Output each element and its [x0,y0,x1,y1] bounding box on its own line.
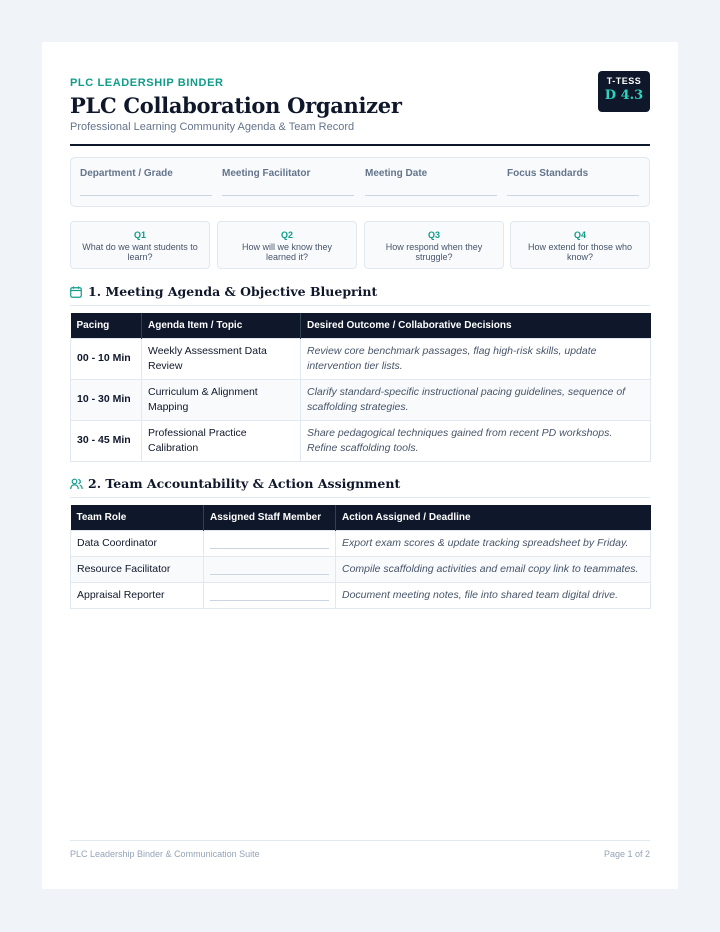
question-number: Q3 [427,230,440,240]
column-header: Assigned Staff Member [204,505,336,530]
page-footer [70,840,650,859]
meeting-info-panel [70,157,650,207]
question-number: Q2 [280,230,293,240]
badge-label: T-TESS [606,76,642,86]
outcome-cell: Clarify standard-specific instructional pacing guidelines, sequence of scaffolding strategies. [301,379,651,420]
question-text: What do we want students to learn? [82,242,198,262]
agenda-item-cell: Professional Practice Calibration [142,420,301,461]
field-input-line[interactable] [507,195,639,196]
pacing-cell: 00 - 10 Min [71,338,142,379]
department-grade-field[interactable] [80,168,212,196]
action-cell: Document meeting notes, file into shared team digital drive. [336,582,651,608]
column-header: Pacing [71,313,142,338]
table-row [71,420,651,461]
agenda-item-cell: Curriculum & Alignment Mapping [142,379,301,420]
agenda-item-cell: Weekly Assessment Data Review [142,338,301,379]
outcome-cell: Share pedagogical techniques gained from recent PD workshops. Refine scaffolding tools. [301,420,651,461]
field-input-line[interactable] [222,195,354,196]
staff-input-line[interactable] [210,548,329,549]
meeting-date-field[interactable] [365,168,497,196]
question-text: How respond when they struggle? [385,242,483,262]
table-row [71,338,651,379]
table-row [71,530,651,556]
meeting-facilitator-field[interactable] [222,168,354,196]
question-text: How extend for those who know? [527,242,633,262]
outcome-cell: Review core benchmark passages, flag high-risk skills, update intervention tier lists. [301,338,651,379]
page-number: Page 1 of 2 [603,849,650,859]
focus-standards-field[interactable] [507,168,639,196]
field-label: Meeting Facilitator [222,168,311,179]
question-text: How will we know they learned it? [241,242,333,262]
section-agenda-header [70,284,650,306]
section-title: 1. Meeting Agenda & Objective Blueprint [88,284,378,299]
binder-eyebrow: PLC LEADERSHIP BINDER [70,77,224,89]
team-role-cell: Resource Facilitator [71,556,204,582]
field-label: Department / Grade [80,168,173,179]
staff-member-cell[interactable] [204,530,336,556]
page-subtitle: Professional Learning Community Agenda & Team Record [70,121,355,133]
field-input-line[interactable] [80,195,212,196]
ttess-badge [598,71,650,112]
column-header: Action Assigned / Deadline [336,505,651,530]
team-role-cell: Data Coordinator [71,530,204,556]
section-team-header [70,476,650,498]
question-card-q4 [510,221,650,269]
page-title: PLC Collaboration Organizer [70,93,402,118]
table-header-row [71,505,651,530]
column-header: Desired Outcome / Collaborative Decisions [301,313,651,338]
team-role-cell: Appraisal Reporter [71,582,204,608]
question-card-q3 [364,221,504,269]
field-input-line[interactable] [365,195,497,196]
question-card-q1 [70,221,210,269]
question-number: Q1 [133,230,146,240]
staff-input-line[interactable] [210,600,329,601]
staff-member-cell[interactable] [204,556,336,582]
users-icon [70,478,83,490]
footer-suite-name: PLC Leadership Binder & Communication Suite [70,849,260,859]
badge-code: D 4.3 [604,88,644,103]
pacing-cell: 30 - 45 Min [71,420,142,461]
field-label: Meeting Date [365,168,428,179]
header-rule [70,144,650,146]
table-header-row [71,313,651,338]
staff-member-cell[interactable] [204,582,336,608]
table-row [71,379,651,420]
calendar-icon [70,286,82,298]
staff-input-line[interactable] [210,574,329,575]
question-number: Q4 [573,230,586,240]
team-accountability-table [70,505,651,609]
column-header: Agenda Item / Topic [142,313,301,338]
table-row [71,582,651,608]
column-header: Team Role [71,505,204,530]
field-label: Focus Standards [507,168,589,179]
question-card-q2 [217,221,357,269]
pacing-cell: 10 - 30 Min [71,379,142,420]
table-row [71,556,651,582]
document-page [42,42,678,889]
section-title: 2. Team Accountability & Action Assignment [88,476,401,491]
action-cell: Export exam scores & update tracking spreadsheet by Friday. [336,530,651,556]
agenda-table [70,313,651,462]
action-cell: Compile scaffolding activities and email copy link to teammates. [336,556,651,582]
